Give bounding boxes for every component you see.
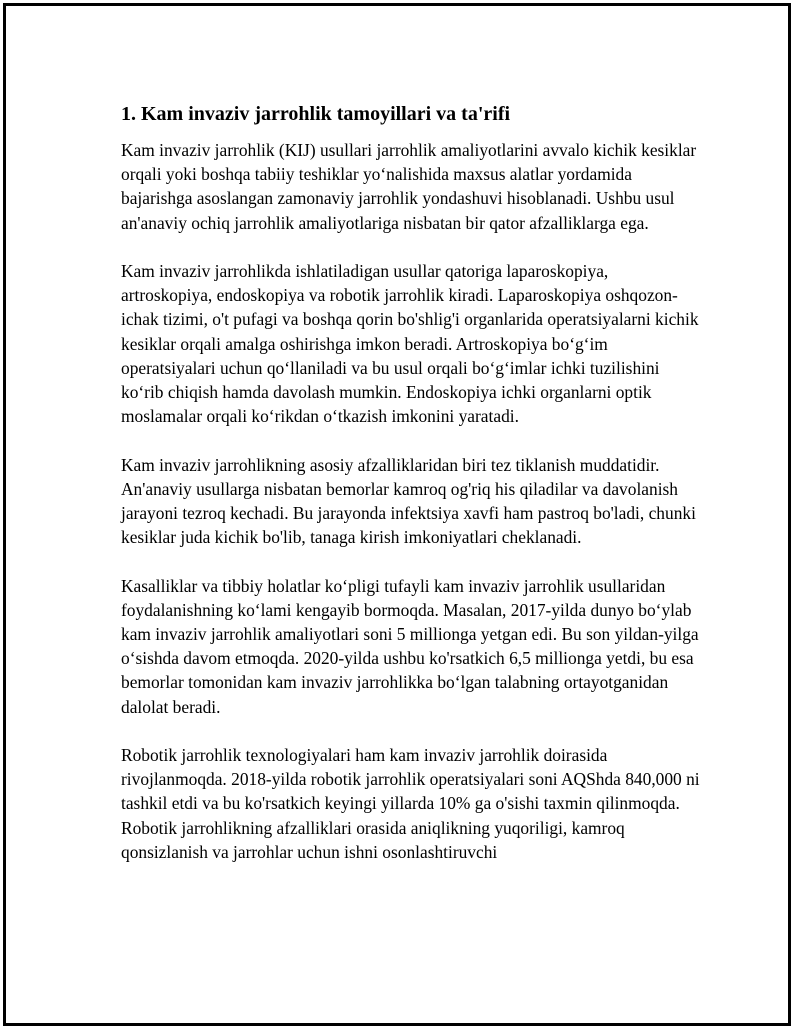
paragraph-definition: Kam invaziv jarrohlik (KIJ) usullari jarrohlik amaliyotlarini avvalo kichik kesiklar orqali yoki boshqa tabiiy teshiklar yoʻnalishida maxsus alatlar yordamida bajarishga asoslangan zamonaviy jarrohlik yondashuvi hisoblanadi. Ushbu usul an'anaviy ochiq jarrohlik amaliyotlariga nisbatan bir qator afzalliklarga ega. xyxy=(121,140,697,233)
page-frame xyxy=(3,3,791,1026)
paragraph-advantages: Kam invaziv jarrohlikning asosiy afzalliklaridan biri tez tiklanish muddatidir. An'anaviy usullarga nisbatan bemorlar kamroq og'riq his qiladilar va davolanish jarayoni tezroq kechadi. Bu jarayonda infektsiya xavfi ham pastroq bo'ladi, chunki kesiklar juda kichik bo'lib, tanaga kirish imkoniyatlari cheklanadi. xyxy=(121,454,696,548)
paragraph-robotic-surgery: Robotik jarrohlik texnologiyalari ham kam invaziv jarrohlik doirasida rivojlanmoqda. 2018-yilda robotik jarrohlik operatsiyalari soni AQShda 840,000 ni tashkil etdi va bu ko'rsatkich keyingi yillarda 10% ga o'sishi taxmin qilinmoqda. Robotik jarrohlikning afzalliklari orasida aniqlikning yuqoriligi, kamroq qonsizlanish va jarrohlar uchun ishni osonlashtiruvchi xyxy=(121,745,700,862)
paragraph-statistics: Kasalliklar va tibbiy holatlar koʻpligi tufayli kam invaziv jarrohlik usullaridan foydalanishning koʻlami kengayib bormoqda. Masalan, 2017-yilda dunyo boʻylab kam invaziv jarrohlik amaliyotlari soni 5 millionga yetgan edi. Bu son yildan-yilga oʻsishda davom etmoqda. 2020-yilda ushbu ko'rsatkich 6,5 millionga yetdi, bu esa bemorlar tomonidan kam invaziv jarrohlikka boʻlgan talabning ortayotganidan dalolat beradi. xyxy=(121,575,699,717)
paragraph-methods: Kam invaziv jarrohlikda ishlatiladigan usullar qatoriga laparoskopiya, artroskopiya, endoskopiya va robotik jarrohlik kiradi. Laparoskopiya oshqozon-ichak tizimi, o't pufagi va boshqa qorin bo'shlig'i organlarida operatsiyalarni kichik kesiklar orqali amalga oshirishga imkon beradi. Artroskopiya boʻgʻim operatsiyalari uchun qoʻllaniladi va bu usul orqali boʻgʻimlar ichki tuzilishini koʻrib chiqish hamda davolash mumkin. Endoskopiya ichki organlarni optik moslamalar orqali koʻrikdan oʻtkazish imkonini yaratadi. xyxy=(121,261,699,427)
document-body xyxy=(121,102,701,888)
section-heading: 1. Kam invaziv jarrohlik tamoyillari va ta'rifi xyxy=(121,103,511,125)
